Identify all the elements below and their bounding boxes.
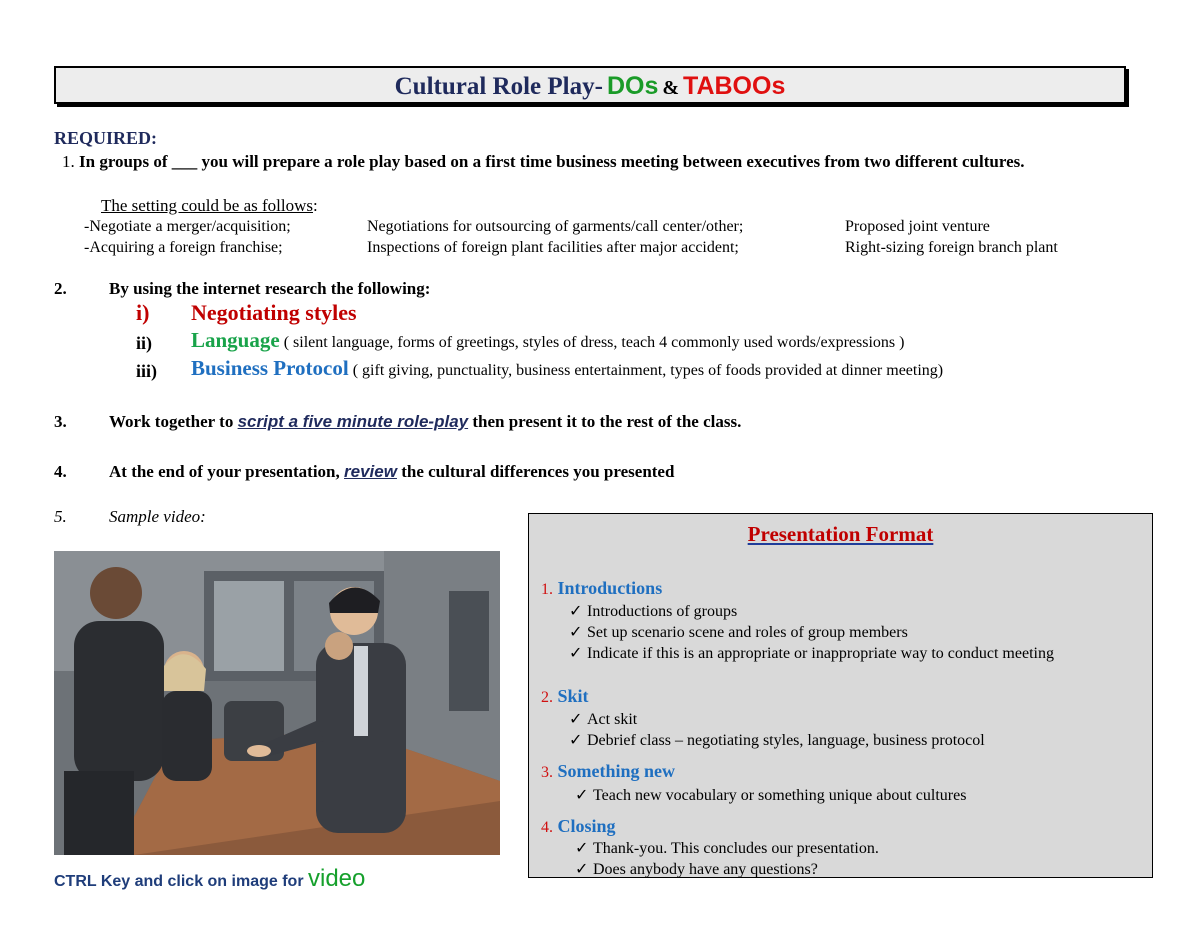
required-label: REQUIRED:: [54, 128, 158, 148]
pf-item: [569, 709, 637, 729]
pf-item-text: Set up scenario scene and roles of group members: [587, 624, 908, 641]
item-1-text: In groups of ___ you will prepare a role play based on a first time business meeting between executives from two different cultures.: [79, 152, 1025, 171]
pf-item-text: Act skit: [587, 711, 638, 728]
checkmark-icon: ✓: [575, 787, 589, 804]
setting-heading-colon: :: [313, 196, 318, 215]
pf-section-2-number: 2.: [541, 689, 553, 706]
video-caption-text: CTRL Key and click on image for: [54, 873, 304, 890]
setting-r0-c1: Negotiations for outsourcing of garments/call center/other;: [367, 218, 744, 235]
sample-video-thumbnail[interactable]: [54, 551, 500, 855]
checkmark-icon: ✓: [575, 861, 589, 878]
setting-heading-text: The setting could be as follows: [101, 196, 313, 215]
checkmark-icon: ✓: [569, 711, 583, 728]
item-5-number: 5.: [54, 507, 67, 526]
pf-item-text: Debrief class – negotiating styles, language, business protocol: [587, 732, 985, 749]
pf-section-4-number: 4.: [541, 819, 553, 836]
checkmark-icon: ✓: [569, 624, 583, 641]
pf-section-2-heading: [541, 686, 589, 707]
setting-r1-c2: Right-sizing foreign branch plant: [845, 239, 1058, 256]
item-3-after: then present it to the rest of the class.: [472, 412, 742, 431]
pf-item: [575, 785, 966, 805]
sub-ii-label: ii): [136, 333, 152, 353]
title-taboos: TABOOs: [683, 72, 786, 100]
setting-heading: [101, 196, 318, 216]
item-2-number: 2.: [54, 279, 67, 298]
pf-item-text: Indicate if this is an appropriate or inappropriate way to conduct meeting: [587, 645, 1054, 662]
item-4-emphasis: review: [344, 462, 397, 481]
pf-section-4-title: Closing: [557, 816, 616, 836]
item-1: [62, 152, 1025, 172]
sub-protocol-detail: ( gift giving, punctuality, business entertainment, types of foods provided at dinner meeting): [352, 362, 944, 379]
pf-item: [569, 643, 1054, 663]
sub-language: Language: [191, 328, 280, 352]
item-4-after: the cultural differences you presented: [401, 462, 675, 481]
pf-item: [569, 601, 737, 621]
pf-item: [575, 859, 818, 878]
pf-item: [569, 730, 985, 750]
pf-section-1-number: 1.: [541, 581, 553, 598]
pf-item-text: Introductions of groups: [587, 603, 738, 620]
setting-r0-c0: -Negotiate a merger/acquisition;: [84, 218, 291, 235]
pf-section-4-heading: [541, 816, 616, 837]
item-3: [109, 412, 741, 432]
item-4-before: At the end of your presentation,: [109, 462, 340, 481]
item-3-emphasis: script a five minute role-play: [237, 412, 469, 431]
checkmark-icon: ✓: [569, 732, 583, 749]
item-4-number: 4.: [54, 462, 67, 481]
pf-item: [575, 838, 879, 858]
pf-section-2-title: Skit: [557, 686, 589, 706]
title-dos: DOs: [606, 72, 659, 100]
sub-negotiating-styles: Negotiating styles: [191, 300, 357, 325]
item-2-text: By using the internet research the following:: [109, 279, 431, 298]
sub-protocol-line: [191, 356, 943, 381]
item-3-before: Work together to: [109, 412, 234, 431]
video-caption: [54, 865, 365, 893]
sub-language-line: [191, 328, 904, 353]
setting-r1-c0: -Acquiring a foreign franchise;: [84, 239, 283, 256]
pf-section-1-heading: [541, 578, 662, 599]
title-banner: [54, 66, 1126, 104]
video-link[interactable]: video: [308, 865, 366, 892]
item-5-text: Sample video:: [109, 507, 206, 526]
item-1-number: 1.: [62, 152, 75, 171]
sub-iii-label: iii): [136, 361, 157, 381]
setting-r0-c2: Proposed joint venture: [845, 218, 990, 235]
item-4: [109, 462, 674, 482]
pf-section-3-number: 3.: [541, 764, 553, 781]
title-ampersand: &: [662, 77, 680, 99]
title-main: Cultural Role Play-: [394, 73, 603, 100]
pf-section-3-title: Something new: [557, 761, 676, 781]
presentation-format-box: [528, 513, 1153, 878]
video-scene-illustration: [54, 551, 500, 855]
sub-business-protocol: Business Protocol: [191, 356, 349, 380]
checkmark-icon: ✓: [575, 840, 589, 857]
pf-item-text: Teach new vocabulary or something unique about cultures: [593, 787, 967, 804]
item-3-number: 3.: [54, 412, 67, 431]
checkmark-icon: ✓: [569, 645, 583, 662]
sub-i-label: i): [136, 300, 150, 325]
pf-section-1-title: Introductions: [557, 578, 663, 598]
pf-section-3-heading: [541, 761, 675, 782]
pf-item: [569, 622, 908, 642]
checkmark-icon: ✓: [569, 603, 583, 620]
setting-r1-c1: Inspections of foreign plant facilities after major accident;: [367, 239, 739, 256]
pf-item-text: Does anybody have any questions?: [593, 861, 818, 878]
pf-item-text: Thank-you. This concludes our presentation.: [593, 840, 879, 857]
presentation-format-title: Presentation Format: [747, 522, 934, 546]
sub-language-detail: ( silent language, forms of greetings, styles of dress, teach 4 commonly used words/expressions ): [283, 334, 905, 351]
